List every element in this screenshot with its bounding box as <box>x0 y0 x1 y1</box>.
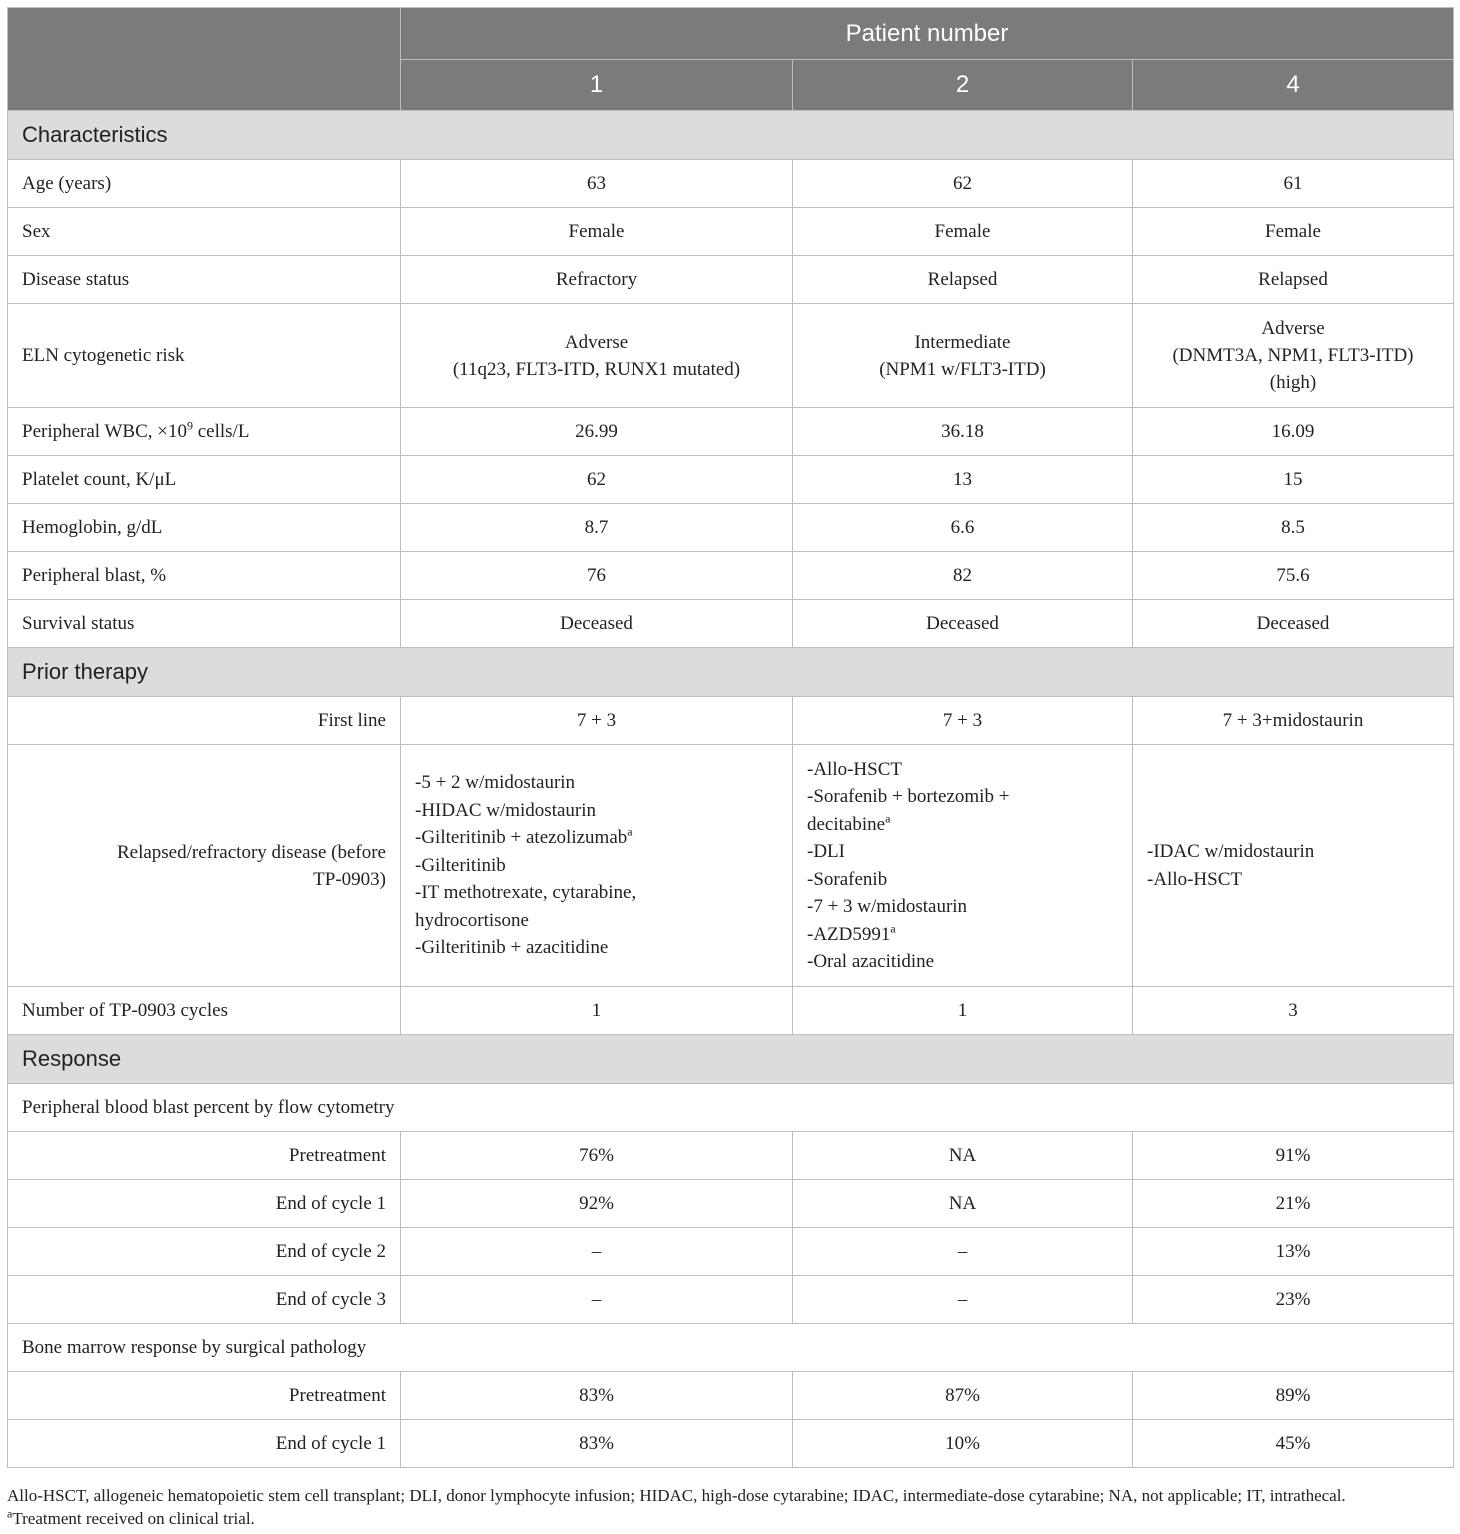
cell-value: – <box>793 1228 1133 1276</box>
row-label: Disease status <box>8 256 401 304</box>
cell-value <box>1133 304 1454 408</box>
row-label: End of cycle 3 <box>8 1276 401 1324</box>
table-row-blast <box>8 552 1454 600</box>
superscript: 9 <box>186 418 193 433</box>
list-item: -IT methotrexate, cytarabine, <box>415 882 637 904</box>
list-item: -Gilteritinib + azacitidine <box>415 937 609 959</box>
list-item <box>415 824 778 852</box>
row-label: End of cycle 2 <box>8 1228 401 1276</box>
cell-value: 10% <box>793 1420 1133 1468</box>
table-row-flow-cycle-1 <box>8 1180 1454 1228</box>
cell-value: 8.7 <box>401 504 793 552</box>
list-item: -Allo-HSCT <box>1147 868 1242 890</box>
footnote-marker: a <box>627 824 633 839</box>
cell-value: 63 <box>401 160 793 208</box>
table-row-flow-cycle-3 <box>8 1276 1454 1324</box>
table-row-sex <box>8 208 1454 256</box>
therapy-list-patient-2 <box>793 745 1133 987</box>
label-line: Relapsed/refractory disease (before <box>116 841 386 863</box>
cell-value: 83% <box>401 1372 793 1420</box>
list-item: -Allo-HSCT <box>807 758 902 780</box>
cell-line: (DNMT3A, NPM1, FLT3-ITD) <box>1172 345 1414 366</box>
cell-value: 8.5 <box>1133 504 1454 552</box>
cell-value: Female <box>401 208 793 256</box>
cell-value: – <box>793 1276 1133 1324</box>
cell-line: Intermediate <box>914 331 1011 353</box>
cell-line: (high) <box>1269 372 1317 393</box>
cell-value: 1 <box>793 987 1133 1035</box>
section-heading-characteristics: Characteristics <box>8 111 1454 160</box>
cell-value: 61 <box>1133 160 1454 208</box>
table-row-disease-status <box>8 256 1454 304</box>
table-row-flow-cycle-2 <box>8 1228 1454 1276</box>
row-label: End of cycle 1 <box>8 1420 401 1468</box>
cell-value: Relapsed <box>1133 256 1454 304</box>
cell-value: 62 <box>401 456 793 504</box>
table-row-marrow-pretreatment <box>8 1372 1454 1420</box>
list-item: hydrocortisone <box>415 909 529 931</box>
table-row-hemoglobin <box>8 504 1454 552</box>
cell-value: Deceased <box>793 600 1133 648</box>
abbreviations-footnote: Allo-HSCT, allogeneic hematopoietic stem cell transplant; DLI, donor lymphocyte infusion; HIDAC, high-dose cytarabine; IDAC, intermediate-dose cytarabine; NA, not applicable; IT, intrathecal. <box>7 1486 1346 1505</box>
row-label: Survival status <box>8 600 401 648</box>
cell-line: Adverse <box>564 331 629 353</box>
list-item: -Gilteritinib <box>415 854 506 876</box>
row-label <box>8 408 401 456</box>
cell-value: 36.18 <box>793 408 1133 456</box>
footnote-marker: a <box>7 1506 13 1521</box>
table-row-marrow-heading <box>8 1324 1454 1372</box>
cell-value: 13% <box>1133 1228 1454 1276</box>
cell-value: 21% <box>1133 1180 1454 1228</box>
cell-value: 23% <box>1133 1276 1454 1324</box>
cell-value: 76% <box>401 1132 793 1180</box>
patient-2-header: 2 <box>793 60 1133 111</box>
list-item-text: -Gilteritinib + atezolizumab <box>415 827 628 849</box>
section-heading-response: Response <box>8 1035 1454 1084</box>
cell-value: 87% <box>793 1372 1133 1420</box>
list-item: -7 + 3 w/midostaurin <box>807 896 968 917</box>
table-row-age <box>8 160 1454 208</box>
table-row-platelet <box>8 456 1454 504</box>
cell-value: NA <box>793 1132 1133 1180</box>
cell-value: Female <box>793 208 1133 256</box>
row-label: Age (years) <box>8 160 401 208</box>
footnote-marker: a <box>890 921 896 936</box>
patient-4-header: 4 <box>1133 60 1454 111</box>
section-heading-prior-therapy: Prior therapy <box>8 648 1454 697</box>
list-item <box>807 811 1118 839</box>
row-label: Sex <box>8 208 401 256</box>
table-row-cycles <box>8 987 1454 1035</box>
list-item <box>807 921 1118 949</box>
row-label: First line <box>8 697 401 745</box>
cell-value: – <box>401 1276 793 1324</box>
cell-value: 92% <box>401 1180 793 1228</box>
cell-value: 7 + 3+midostaurin <box>1133 697 1454 745</box>
row-label <box>8 745 401 987</box>
label-text: Peripheral WBC, ×10 <box>22 420 187 442</box>
cell-value: 82 <box>793 552 1133 600</box>
therapy-list-patient-4 <box>1133 745 1454 987</box>
list-item: -DLI <box>807 841 845 862</box>
row-label: Pretreatment <box>8 1372 401 1420</box>
cell-value: Relapsed <box>793 256 1133 304</box>
list-item-text: decitabine <box>807 813 886 835</box>
cell-value: Deceased <box>401 600 793 648</box>
therapy-list-patient-1 <box>401 745 793 987</box>
cell-value: Refractory <box>401 256 793 304</box>
list-item: -Sorafenib + bortezomib + <box>807 786 1010 807</box>
cell-value: – <box>401 1228 793 1276</box>
table-row-eln-risk <box>8 304 1454 408</box>
subsection-heading-marrow: Bone marrow response by surgical pathology <box>8 1324 1454 1372</box>
cell-value: 75.6 <box>1133 552 1454 600</box>
cell-value <box>793 304 1133 408</box>
cell-value: Deceased <box>1133 600 1454 648</box>
table-row-flow-heading <box>8 1084 1454 1132</box>
list-item: -Sorafenib <box>807 868 888 890</box>
footnote-marker: a <box>885 811 891 826</box>
cell-line: Adverse <box>1261 318 1325 339</box>
footnote-text: Treatment received on clinical trial. <box>12 1509 255 1528</box>
list-item: -IDAC w/midostaurin <box>1147 841 1315 862</box>
patient-1-header: 1 <box>401 60 793 111</box>
table-row-wbc <box>8 408 1454 456</box>
list-item: -Oral azacitidine <box>807 951 935 972</box>
header-row-group <box>8 8 1454 60</box>
cell-value: 62 <box>793 160 1133 208</box>
cell-value: 45% <box>1133 1420 1454 1468</box>
row-label: Platelet count, K/μL <box>8 456 401 504</box>
row-label: Hemoglobin, g/dL <box>8 504 401 552</box>
cell-value: 89% <box>1133 1372 1454 1420</box>
label-text: cells/L <box>192 420 250 442</box>
cell-value: 7 + 3 <box>401 697 793 745</box>
table-row-first-line <box>8 697 1454 745</box>
list-item: -5 + 2 w/midostaurin <box>415 772 576 794</box>
cell-value: 6.6 <box>793 504 1133 552</box>
patient-number-header: Patient number <box>401 8 1454 60</box>
row-label: Number of TP-0903 cycles <box>8 987 401 1035</box>
row-label: ELN cytogenetic risk <box>8 304 401 408</box>
row-label: Pretreatment <box>8 1132 401 1180</box>
cell-value: 16.09 <box>1133 408 1454 456</box>
table-row-marrow-cycle-1 <box>8 1420 1454 1468</box>
table-footnotes <box>7 1484 1453 1530</box>
cell-value: 13 <box>793 456 1133 504</box>
header-corner-cell <box>8 8 401 111</box>
row-label: End of cycle 1 <box>8 1180 401 1228</box>
cell-value: 15 <box>1133 456 1454 504</box>
cell-value: 76 <box>401 552 793 600</box>
cell-line: (NPM1 w/FLT3-ITD) <box>879 358 1046 380</box>
subsection-heading-flow: Peripheral blood blast percent by flow cytometry <box>8 1084 1454 1132</box>
cell-value: NA <box>793 1180 1133 1228</box>
row-label: Peripheral blast, % <box>8 552 401 600</box>
cell-value: 91% <box>1133 1132 1454 1180</box>
label-line: TP-0903) <box>313 868 386 890</box>
cell-value: 1 <box>401 987 793 1035</box>
table-row-survival <box>8 600 1454 648</box>
cell-value: 3 <box>1133 987 1454 1035</box>
section-row-response <box>8 1035 1454 1084</box>
cell-value: 26.99 <box>401 408 793 456</box>
cell-value: 83% <box>401 1420 793 1468</box>
list-item-text: -AZD5991 <box>807 923 891 945</box>
section-row-characteristics <box>8 111 1454 160</box>
table-row-flow-pretreatment <box>8 1132 1454 1180</box>
patient-characteristics-table <box>7 7 1454 1468</box>
cell-value <box>401 304 793 408</box>
trial-footnote <box>7 1507 1453 1530</box>
list-item: -HIDAC w/midostaurin <box>415 799 597 821</box>
table-row-relapsed-therapy <box>8 745 1454 987</box>
cell-value: 7 + 3 <box>793 697 1133 745</box>
cell-value: Female <box>1133 208 1454 256</box>
section-row-prior-therapy <box>8 648 1454 697</box>
cell-line: (11q23, FLT3-ITD, RUNX1 mutated) <box>452 358 741 380</box>
